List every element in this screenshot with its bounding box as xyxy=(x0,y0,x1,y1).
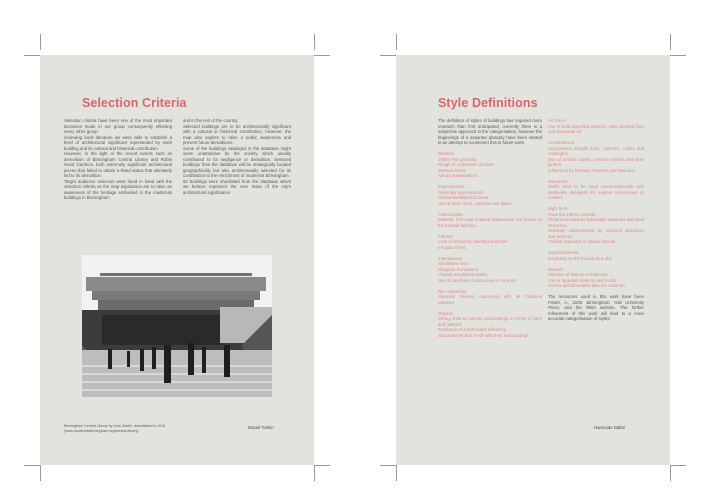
style-name: Neo Classicist- xyxy=(438,288,467,294)
crop-mark xyxy=(314,34,315,50)
style-line: Abstracted/distorted forms xyxy=(438,195,489,200)
style-brutalist xyxy=(438,151,542,179)
style-line: Massive forms xyxy=(438,167,466,173)
style-line: Flexible approach to spatial layouts xyxy=(548,239,616,244)
body-column-2 xyxy=(183,118,291,195)
resources-text: The resources used in this work have been xyxy=(548,294,644,299)
style-name: Organic- xyxy=(438,310,455,316)
crop-mark xyxy=(670,465,671,481)
style-line: Motifs tend to be used unconventionally with deliberate disregard for original conventions or context xyxy=(548,184,644,200)
style-name: Futurist- xyxy=(438,233,454,239)
style-supermodernist xyxy=(548,250,644,261)
style-name: Functionalist- xyxy=(438,211,464,217)
style-neo-classicist xyxy=(438,289,542,306)
style-line: Rectilinear form xyxy=(438,261,469,266)
author-name: Daniel Tonkin xyxy=(248,425,274,430)
page-title: Selection Criteria xyxy=(82,96,187,110)
style-functionalist xyxy=(438,212,542,229)
style-name: Brutalist- xyxy=(438,151,455,156)
style-line: Buildings characterised by exposed structures and services xyxy=(548,228,644,239)
style-line: Classical Revival, concerned with all Classical volumes xyxy=(438,294,542,305)
style-line: Use of cantilever construction is common xyxy=(438,277,517,283)
crop-mark xyxy=(670,34,671,50)
page-selection-criteria xyxy=(40,55,314,465)
style-line: 1950s-70s generally xyxy=(438,156,477,162)
author-name: Hamoode Dallal xyxy=(594,425,625,430)
style-name: Art Deco- xyxy=(548,118,567,123)
style-line: Material, form and outward appearance are based on the internal function. xyxy=(438,217,542,228)
resources-paragraph xyxy=(548,294,644,322)
crop-mark xyxy=(396,34,397,50)
style-moorish xyxy=(548,267,644,289)
style-expressionist xyxy=(438,184,542,206)
style-column-1 xyxy=(438,118,542,338)
style-line: Abrupt juxtapositions xyxy=(438,173,478,178)
crop-mark xyxy=(670,465,686,466)
style-constructivist xyxy=(548,140,644,173)
body-column-1 xyxy=(64,118,172,201)
style-line: Use of tension cables, concrete frames and steel girders xyxy=(548,156,644,167)
style-mannerist xyxy=(548,179,644,201)
style-international xyxy=(438,256,542,284)
paragraph: and in the rest of the country. xyxy=(183,118,239,123)
style-line: From the 1960s onwards xyxy=(548,211,596,217)
style-column-2 xyxy=(548,118,644,322)
style-line: Incorporates straight lines, cylinders, cubes and rectangles. xyxy=(548,145,644,156)
crop-mark xyxy=(314,55,330,56)
style-line: Lack of ornament, painting and relief xyxy=(438,239,508,244)
style-line: Irregular forms xyxy=(438,244,466,250)
style-high-tech xyxy=(548,206,644,245)
style-line: Use of brick, steel, concrete and glass. xyxy=(438,200,512,206)
style-name: Constructivist- xyxy=(548,140,576,145)
style-line: Stripped of ornament xyxy=(438,266,479,272)
style-organic xyxy=(438,311,542,339)
paragraph: Selected buildings are to be architecturally significant with a cultural or historical contribution, however, the map also aspires to raise a public awareness and prevent future demolitions. xyxy=(183,123,291,145)
style-line: Generally asymmetrical xyxy=(438,189,483,195)
style-line: Arches and decorative tiles are common xyxy=(548,283,625,288)
building-photo-icon xyxy=(82,255,272,397)
style-name: Mannerist- xyxy=(548,178,569,184)
crop-mark xyxy=(24,55,40,56)
crop-mark xyxy=(396,465,397,481)
style-name: Expressionist- xyxy=(438,184,465,189)
style-art-deco xyxy=(548,118,644,135)
style-line: Variation of Islamic Architecture xyxy=(548,272,608,277)
style-line: Influenced by Russian Futurism and Bauhaus xyxy=(548,167,635,173)
style-line: Rough or unfinished concrete xyxy=(438,162,495,167)
crop-mark xyxy=(314,465,330,466)
style-line: Use of repeated patterns and motifs xyxy=(548,277,617,283)
crop-mark xyxy=(380,465,396,466)
crop-mark xyxy=(40,34,41,50)
page-title: Style Definitions xyxy=(438,96,538,110)
resources-reference: Foster, A., 2005. Birmingham. Yale University Press, xyxy=(548,299,644,310)
style-name: International- xyxy=(438,255,464,261)
style-line: Structures tend to 'meld' with their surroundings xyxy=(438,332,529,338)
style-line: Strong links to natural surroundings in terms of form and material xyxy=(438,316,542,327)
library-photo xyxy=(82,255,272,397)
crop-mark xyxy=(670,55,686,56)
paragraph: Target audience selection went hand in hand with the selection criteria as the map aspirations are to raise an awareness of the heritage embodied in the modernist buildings in Birmingham xyxy=(64,178,172,200)
style-line: Use of bold simplified patterns, often derived from non-European art xyxy=(548,123,644,134)
intro-paragraph: The definition of styles of buildings has required more research than first anticipated, currently there is a subjective approach to the categorisation, however the beginnings of a separate glossary have been started in an attempt to counteract this in future work. xyxy=(438,118,542,145)
style-line: Preference towards lightweight materials and steel structures. xyxy=(548,217,645,228)
page-style-definitions xyxy=(396,55,670,465)
paragraph: reviewing book literature we were able to establish a level of architectural significant represented by each building and its cultural and historical contribution. xyxy=(64,134,172,151)
paragraph: Selection criteria have been one of the most important decisions made in our group consequently effecting every other group. xyxy=(64,118,172,134)
style-line: Emphasis on the facade as a skin xyxy=(548,255,613,261)
paragraph: 50 buildings were shortlisted from the database which we believe represent the core mass of the city's architectural significance. xyxy=(183,178,291,195)
style-name: Supermodernist- xyxy=(548,250,580,255)
paragraph: However, in the light of the recent events such as demolition of Birmingham Central Library and Robin Hood Gardens, both extremely significant architectural pieces that failed to obtain a listed status that ultimately led to its demolition. xyxy=(64,151,172,178)
crop-mark xyxy=(314,465,315,481)
style-name: High Tech- xyxy=(548,206,569,211)
photo-caption: Birmingham Central Library by John Madin, demolished in 2016 (www.modernistbirmingham.org/central-library) xyxy=(64,424,166,433)
style-line: Emphasis on functionalist efficiency xyxy=(438,327,506,332)
resources-text: and the RIBA website. The further refinement of this work will lead to a more accurate categorisation of styles. xyxy=(548,305,644,321)
style-futurist xyxy=(438,234,542,251)
crop-mark xyxy=(380,55,396,56)
style-name: Moorish- xyxy=(548,266,565,272)
paragraph: Some of the buildings cataloged in the database might seem unattractive by the society which usually contributed to its negligence or demolition. Selected buildings from the database will be strategically located geographically but also architecturally selected for its contribution to the enrichment of modernist Birmingham. xyxy=(183,145,291,178)
style-line: Visually weightless quality xyxy=(438,272,488,277)
crop-mark xyxy=(40,465,41,481)
crop-mark xyxy=(24,465,40,466)
